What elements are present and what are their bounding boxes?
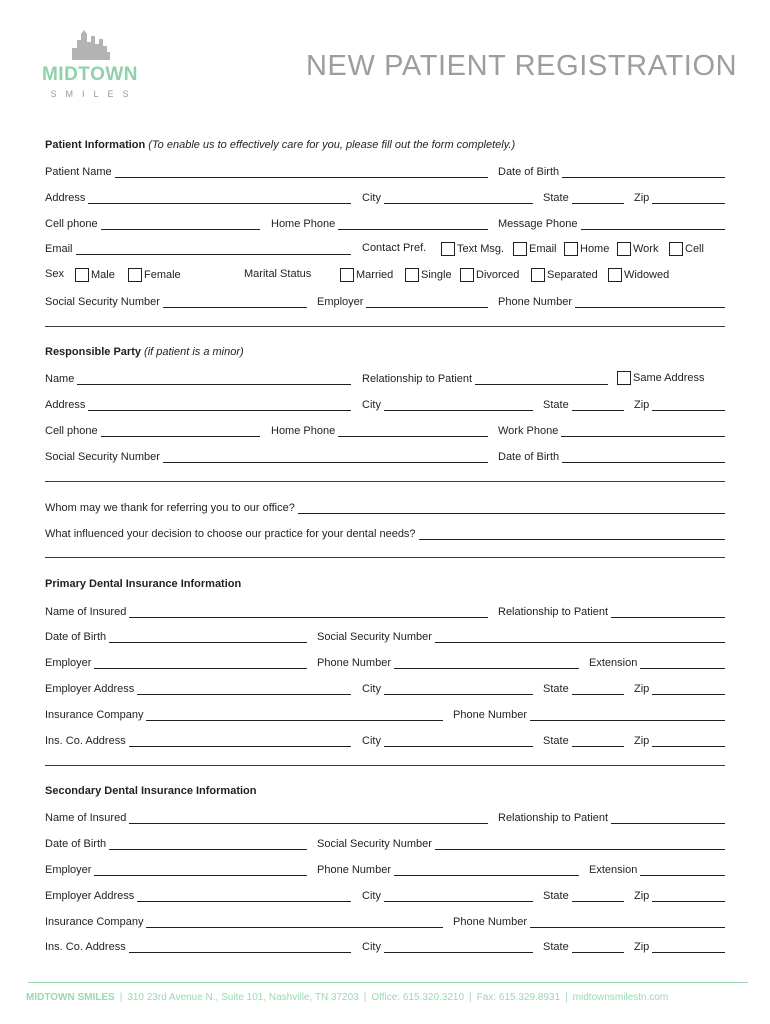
secondary-co-zip-field[interactable]: Zip [634,939,725,953]
patient-home-phone-field[interactable]: Home Phone [271,216,488,230]
secondary-ssn-field[interactable]: Social Security Number [317,836,725,850]
decision-influence-field[interactable]: What influenced your decision to choose our practice for your dental needs? [45,526,725,540]
secondary-dob-field[interactable]: Date of Birth [45,836,307,850]
section-divider [45,481,725,482]
section-divider [45,765,725,766]
patient-zip-field[interactable]: Zip [634,190,725,204]
section-divider [45,326,725,327]
primary-co-city-field[interactable]: City [362,733,533,747]
patient-info-note: (To enable us to effectively care for you, please fill out the form completely.) [148,139,516,151]
contact-work-checkbox[interactable]: Work [617,242,658,256]
marital-single-checkbox[interactable]: Single [405,268,452,282]
patient-info-heading: Patient Information (To enable us to effectively care for you, please fill out the form completely.) [45,139,516,151]
secondary-co-address-field[interactable]: Ins. Co. Address [45,939,351,953]
page-title: NEW PATIENT REGISTRATION [306,50,738,82]
primary-employer-address-field[interactable]: Employer Address [45,681,351,695]
responsible-work-phone-field[interactable]: Work Phone [498,423,725,437]
primary-insured-field[interactable]: Name of Insured [45,604,488,618]
patient-name-field[interactable]: Patient Name [45,164,488,178]
logo [34,30,146,102]
primary-company-field[interactable]: Insurance Company [45,707,443,721]
same-address-checkbox[interactable]: Same Address [617,371,705,385]
secondary-employer-field[interactable]: Employer [45,862,307,876]
secondary-company-phone-field[interactable]: Phone Number [453,914,725,928]
responsible-dob-field[interactable]: Date of Birth [498,449,725,463]
primary-dob-field[interactable]: Date of Birth [45,629,307,643]
secondary-extension-field[interactable]: Extension [589,862,725,876]
responsible-relationship-field[interactable]: Relationship to Patient [362,371,608,385]
patient-ssn-field[interactable]: Social Security Number [45,294,307,308]
patient-phone-field[interactable]: Phone Number [498,294,725,308]
footer-address: 310 23rd Avenue N., Suite 101, Nashville, TN 37203 [127,992,359,1003]
secondary-insurance-heading: Secondary Dental Insurance Information [45,785,257,797]
footer-brand: MIDTOWN SMILES [26,992,115,1003]
patient-email-field[interactable]: Email [45,241,351,255]
responsible-city-field[interactable]: City [362,397,533,411]
secondary-zip-field[interactable]: Zip [634,888,725,902]
skyline-icon [72,30,110,60]
footer-divider [28,982,748,983]
responsible-address-field[interactable]: Address [45,397,351,411]
secondary-relationship-field[interactable]: Relationship to Patient [498,810,725,824]
contact-cell-checkbox[interactable]: Cell [669,242,704,256]
secondary-employer-address-field[interactable]: Employer Address [45,888,351,902]
section-divider [45,557,725,558]
sex-label: Sex [45,268,64,280]
secondary-phone-field[interactable]: Phone Number [317,862,579,876]
responsible-party-note: (if patient is a minor) [144,346,244,358]
primary-co-zip-field[interactable]: Zip [634,733,725,747]
primary-extension-field[interactable]: Extension [589,655,725,669]
contact-email-checkbox[interactable]: Email [513,242,557,256]
patient-employer-field[interactable]: Employer [317,294,488,308]
marital-widowed-checkbox[interactable]: Widowed [608,268,669,282]
referral-field[interactable]: Whom may we thank for referring you to our office? [45,500,725,514]
primary-relationship-field[interactable]: Relationship to Patient [498,604,725,618]
secondary-co-city-field[interactable]: City [362,939,533,953]
primary-co-address-field[interactable]: Ins. Co. Address [45,733,351,747]
contact-home-checkbox[interactable]: Home [564,242,609,256]
responsible-state-field[interactable]: State [543,397,624,411]
primary-company-phone-field[interactable]: Phone Number [453,707,725,721]
marital-divorced-checkbox[interactable]: Divorced [460,268,519,282]
responsible-zip-field[interactable]: Zip [634,397,725,411]
patient-message-phone-field[interactable]: Message Phone [498,216,725,230]
primary-ssn-field[interactable]: Social Security Number [317,629,725,643]
secondary-company-field[interactable]: Insurance Company [45,914,443,928]
responsible-cell-field[interactable]: Cell phone [45,423,260,437]
patient-state-field[interactable]: State [543,190,624,204]
contact-pref-label: Contact Pref. [362,242,427,254]
primary-employer-field[interactable]: Employer [45,655,307,669]
secondary-insured-field[interactable]: Name of Insured [45,810,488,824]
patient-address-field[interactable]: Address [45,190,351,204]
sex-female-checkbox[interactable]: Female [128,268,181,282]
logo-wordmark: MIDTOWN [41,64,139,85]
marital-status-label: Marital Status [244,268,312,280]
patient-cell-field[interactable]: Cell phone [45,216,260,230]
logo-subtitle: SMILES [50,89,138,99]
secondary-co-state-field[interactable]: State [543,939,624,953]
secondary-city-field[interactable]: City [362,888,533,902]
primary-co-state-field[interactable]: State [543,733,624,747]
primary-city-field[interactable]: City [362,681,533,695]
footer: MIDTOWN SMILES | 310 23rd Avenue N., Suite 101, Nashville, TN 37203 | Office: 615.320.3210 | Fax: 615.329.8931 | midtownsmilestn.com [26,992,669,1003]
patient-dob-field[interactable]: Date of Birth [498,164,725,178]
footer-website[interactable]: midtownsmilestn.com [572,992,669,1003]
footer-office: Office: 615.320.3210 [371,992,465,1003]
responsible-home-phone-field[interactable]: Home Phone [271,423,488,437]
primary-phone-field[interactable]: Phone Number [317,655,579,669]
footer-fax: Fax: 615.329.8931 [476,992,561,1003]
primary-zip-field[interactable]: Zip [634,681,725,695]
responsible-ssn-field[interactable]: Social Security Number [45,449,488,463]
patient-city-field[interactable]: City [362,190,533,204]
sex-male-checkbox[interactable]: Male [75,268,115,282]
contact-text-checkbox[interactable]: Text Msg. [441,242,504,256]
primary-insurance-heading: Primary Dental Insurance Information [45,578,242,590]
marital-married-checkbox[interactable]: Married [340,268,393,282]
responsible-party-heading: Responsible Party (if patient is a minor) [45,346,244,358]
secondary-state-field[interactable]: State [543,888,624,902]
responsible-name-field[interactable]: Name [45,371,351,385]
marital-separated-checkbox[interactable]: Separated [531,268,598,282]
primary-state-field[interactable]: State [543,681,624,695]
